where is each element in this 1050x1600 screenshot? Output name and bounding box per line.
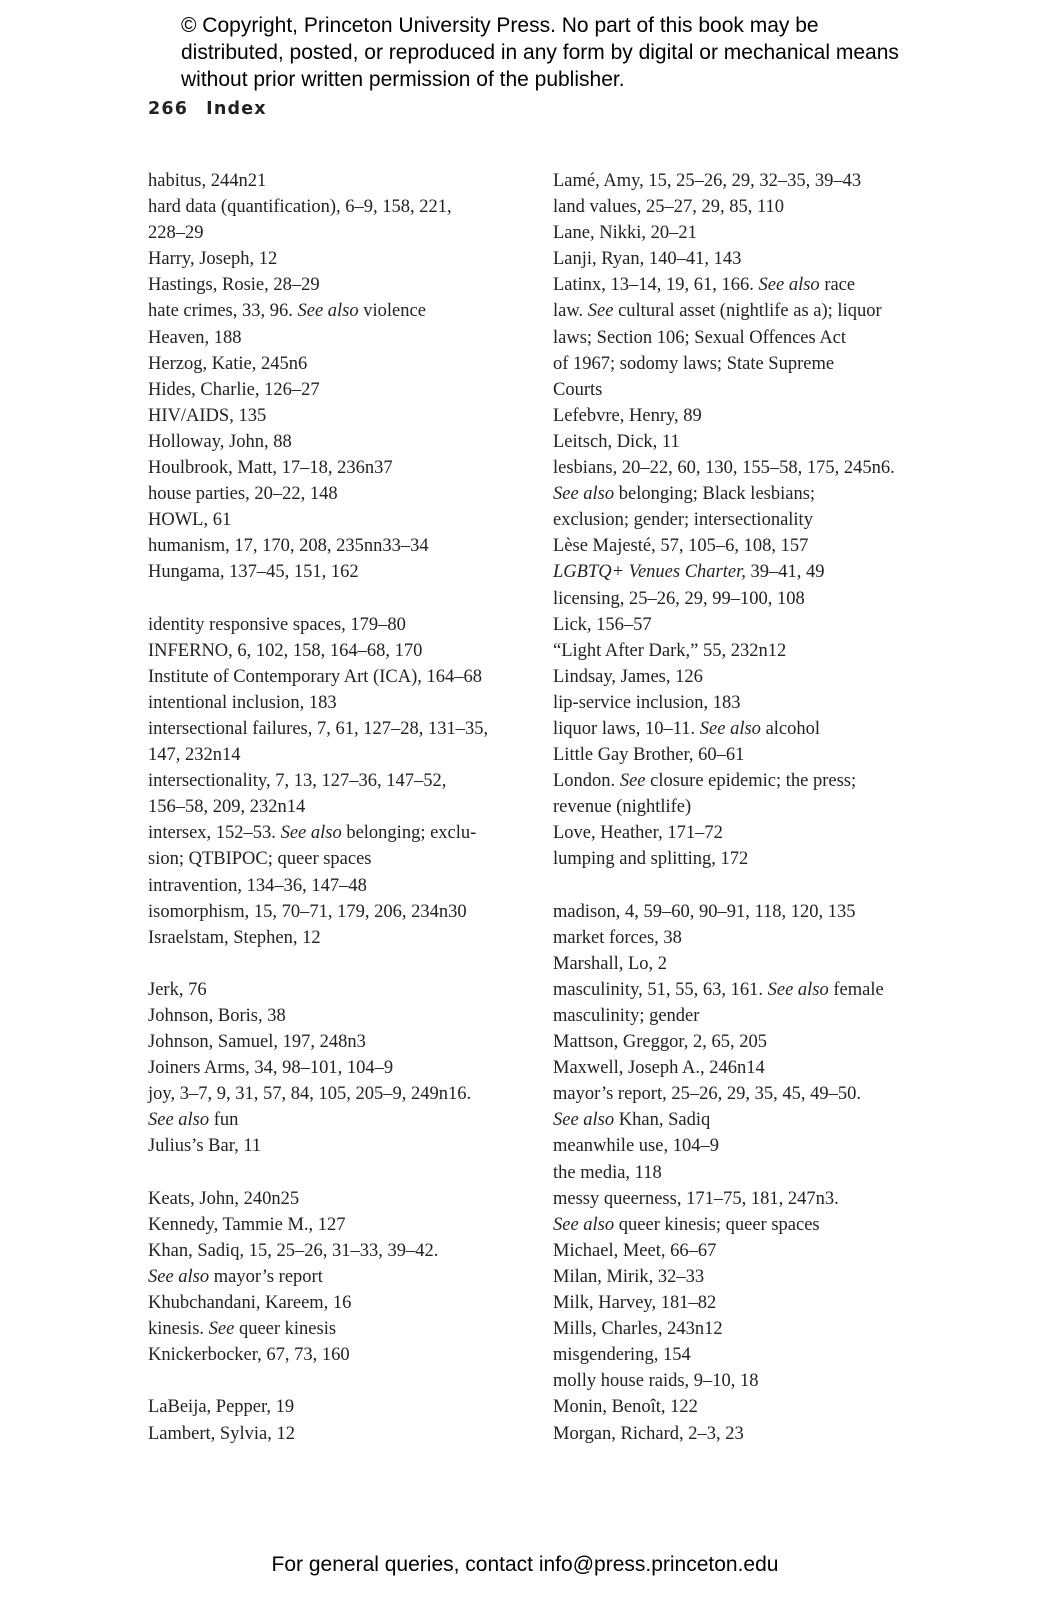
entry-text: Lindsay, James, 126 (553, 666, 703, 687)
index-entry-line (553, 1293, 716, 1313)
entry-text: intentional inclusion, 183 (148, 692, 337, 713)
index-entry (553, 220, 933, 246)
index-entry (553, 1081, 933, 1133)
index-entry-line (148, 1345, 350, 1365)
entry-text: Milk, Harvey, 181–82 (553, 1293, 717, 1314)
index-column-right (553, 168, 933, 1447)
index-entry (148, 1055, 518, 1081)
entry-text: isomorphism, 15, 70–71, 179, 206, 234n30 (148, 901, 467, 922)
cross-reference-label: See (619, 771, 646, 792)
index-entry (553, 1264, 933, 1290)
cross-reference-label: See also (767, 979, 829, 1000)
index-entry (553, 403, 933, 429)
entry-text: Maxwell, Joseph A., 246n14 (553, 1058, 765, 1079)
index-entry (148, 1186, 518, 1212)
index-entry (553, 298, 933, 402)
index-entry (148, 1394, 518, 1420)
entry-text: Johnson, Boris, 38 (148, 1006, 286, 1026)
index-entry-continuation (148, 794, 518, 820)
index-entry-line (553, 458, 895, 478)
index-entry (553, 1133, 933, 1159)
entry-text: sion; QTBIPOC; queer spaces (148, 849, 372, 870)
entry-text: 147, 232n14 (148, 745, 241, 766)
entry-text: licensing, 25–26, 29, 99–100, 108 (553, 588, 805, 609)
entry-text: Mills, Charles, 243n12 (553, 1319, 723, 1340)
index-entry-line (148, 876, 367, 896)
index-entry-line (553, 641, 786, 661)
index-entry-line (553, 197, 784, 217)
index-entry (553, 168, 933, 194)
index-entry (553, 925, 933, 951)
index-entry-continuation (148, 846, 518, 872)
entry-text: violence (358, 301, 426, 322)
index-entry-line (148, 301, 426, 321)
index-entry (553, 951, 933, 977)
index-entry-continuation (553, 794, 933, 820)
entry-text: cultural asset (nightlife as a); liquor (613, 301, 882, 322)
cross-reference-label: See (587, 301, 614, 322)
index-entry-line (148, 380, 320, 400)
index-entry-line (553, 406, 702, 426)
cross-reference-label: See also (699, 718, 761, 739)
index-entry-line (148, 1084, 471, 1104)
index-entry (148, 377, 518, 403)
entry-text: land values, 25–27, 29, 85, 110 (553, 197, 785, 218)
entry-text: lip-service inclusion, 183 (553, 692, 741, 713)
entry-text: Monin, Benoît, 122 (553, 1397, 698, 1418)
index-entry-line (553, 249, 741, 269)
index-entry-line (553, 615, 652, 635)
index-entry (148, 1421, 518, 1447)
entry-text: closure epidemic; the press; (645, 771, 857, 792)
entry-text: Hastings, Rosie, 28–29 (148, 275, 320, 296)
index-entry-line (553, 536, 808, 556)
index-entry (553, 664, 933, 690)
entry-text: Houlbrook, Matt, 17–18, 236n37 (148, 458, 393, 479)
index-entry (553, 1055, 933, 1081)
index-entry (553, 559, 933, 585)
entry-text: Kennedy, Tammie M., 127 (148, 1214, 346, 1235)
index-entry (148, 977, 518, 1003)
index-entry-line (553, 771, 856, 791)
index-entry-line (553, 432, 680, 452)
index-entry-continuation (553, 1107, 933, 1133)
index-entry-line (553, 1371, 759, 1391)
entry-text: Latinx, 13–14, 19, 61, 166. (553, 275, 759, 296)
entry-text: Harry, Joseph, 12 (148, 249, 278, 270)
index-entry-line (148, 1032, 366, 1052)
index-entry (148, 664, 518, 690)
index-entry-line (148, 354, 307, 374)
entry-text: Little Gay Brother, 60–61 (553, 745, 745, 766)
entry-text: race (819, 275, 856, 296)
index-entry-line (553, 902, 856, 922)
index-entry-line (148, 432, 292, 452)
index-entry-line (148, 693, 337, 713)
entry-text: Joiners Arms, 34, 98–101, 104–9 (148, 1058, 394, 1079)
entry-text: Hides, Charlie, 126–27 (148, 379, 320, 400)
cross-reference-label: See also (280, 823, 342, 844)
entry-text: hard data (quantification), 6–9, 158, 221, (148, 197, 452, 218)
index-entry (148, 690, 518, 716)
entry-text: HIV/AIDS, 135 (148, 405, 267, 426)
entry-text: joy, 3–7, 9, 31, 57, 84, 105, 205–9, 249n16. (148, 1084, 472, 1105)
entry-text: house parties, 20–22, 148 (148, 484, 338, 505)
entry-text: Love, Heather, 171–72 (553, 823, 723, 844)
entry-text: queer kinesis (234, 1319, 337, 1340)
page-number: 266 (148, 99, 189, 119)
entry-text: fun (209, 1110, 239, 1131)
entry-text: Knickerbocker, 67, 73, 160 (148, 1345, 350, 1366)
index-entry (553, 690, 933, 716)
entry-text: masculinity; gender (553, 1006, 700, 1026)
index-entry (148, 1316, 518, 1342)
index-entry (148, 1003, 518, 1029)
index-entry (553, 846, 933, 872)
index-entry (148, 194, 518, 246)
entry-text: habitus, 244n21 (148, 171, 267, 191)
entry-text: the media, 118 (553, 1162, 662, 1183)
copyright-notice: © Copyright, Princeton University Press. No part of this book may be distributed, posted, or reproduced in any form by digital or mechanical means without prior written permission of the publisher. (181, 14, 899, 91)
index-entry (148, 325, 518, 351)
index-entry-continuation (148, 220, 518, 246)
index-entry (148, 768, 518, 820)
index-entry-line (553, 275, 855, 295)
index-entry-line (148, 1189, 299, 1209)
entry-text: Marshall, Lo, 2 (553, 953, 668, 974)
index-entry (148, 820, 518, 872)
index-entry (553, 1316, 933, 1342)
index-entry (553, 742, 933, 768)
entry-text: Herzog, Katie, 245n6 (148, 353, 308, 374)
entry-text: belonging; exclu- (341, 823, 477, 844)
cross-reference-label: See also (297, 301, 359, 322)
index-entry-line (148, 615, 406, 635)
index-entry-line (553, 719, 820, 739)
entry-text: Lambert, Sylvia, 12 (148, 1423, 295, 1444)
index-entry (553, 1029, 933, 1055)
entry-text: Lane, Nikki, 20–21 (553, 223, 697, 244)
entry-text: Lick, 156–57 (553, 614, 652, 635)
letter-group-gap (553, 873, 933, 899)
index-entry-line (148, 902, 467, 922)
index-entry-line (148, 1136, 261, 1156)
index-entry-line (148, 771, 446, 791)
cross-reference-label: LGBTQ+ Venues Charter, (553, 562, 746, 583)
letter-group-gap (148, 1368, 518, 1394)
index-entry (553, 1342, 933, 1368)
index-entry (148, 168, 518, 194)
index-entry (553, 194, 933, 220)
index-entry-line (148, 406, 266, 426)
letter-group-gap (148, 586, 518, 612)
index-entry-line (148, 484, 338, 504)
entry-text: Johnson, Samuel, 197, 248n3 (148, 1032, 366, 1053)
index-entry-line (148, 1293, 351, 1313)
index-entry-line (148, 641, 422, 661)
index-entry (148, 638, 518, 664)
cross-reference-label: See also (553, 1214, 615, 1235)
entry-text: mayor’s report, 25–26, 29, 35, 45, 49–50. (553, 1084, 861, 1105)
index-entry (553, 429, 933, 455)
entry-text: “Light After Dark,” 55, 232n12 (553, 640, 787, 661)
index-entry-continuation (553, 481, 933, 507)
index-entry-line (148, 719, 488, 739)
index-entry-line (148, 1006, 286, 1026)
index-entry-line (148, 197, 452, 217)
index-entry (148, 1081, 518, 1133)
index-entry-line (148, 510, 231, 530)
index-entry-continuation (148, 742, 518, 768)
index-entry-line (553, 823, 723, 843)
entry-text: exclusion; gender; intersectionality (553, 510, 813, 531)
index-entry-line (553, 1136, 719, 1156)
entry-text: Hungama, 137–45, 151, 162 (148, 562, 359, 583)
index-entry-continuation (148, 1264, 518, 1290)
entry-text: lesbians, 20–22, 60, 130, 155–58, 175, 245n6. (553, 458, 895, 479)
index-entry-line (553, 1267, 704, 1287)
entry-text: belonging; Black lesbians; (614, 484, 816, 505)
entry-text: revenue (nightlife) (553, 797, 692, 818)
index-entry (148, 455, 518, 481)
entry-text: Mattson, Greggor, 2, 65, 205 (553, 1032, 768, 1053)
index-entry-line (148, 1319, 336, 1339)
index-entry-continuation (553, 351, 933, 377)
index-entry (148, 1212, 518, 1238)
index-entry-line (148, 328, 242, 348)
index-entry (148, 559, 518, 585)
index-entry (148, 507, 518, 533)
cross-reference-label: See also (148, 1110, 210, 1131)
index-entry-line (553, 562, 825, 582)
index-entry-continuation (553, 507, 933, 533)
index-entry (553, 1421, 933, 1447)
index-entry (148, 873, 518, 899)
index-entry (553, 1290, 933, 1316)
index-entry-line (148, 275, 320, 295)
section-title: Index (206, 99, 267, 119)
entry-text: masculinity, 51, 55, 63, 161. (553, 979, 768, 1000)
index-entry-line (553, 928, 682, 948)
index-entry-line (553, 1319, 723, 1339)
entry-text: intravention, 134–36, 147–48 (148, 875, 367, 896)
index-entry (553, 1238, 933, 1264)
entry-text: 156–58, 209, 232n14 (148, 797, 306, 818)
index-entry-line (553, 1032, 767, 1052)
cross-reference-label: See (208, 1319, 235, 1340)
index-entry-line (148, 458, 393, 478)
entry-text: alcohol (760, 718, 821, 739)
letter-group-gap (148, 951, 518, 977)
index-entry-continuation (553, 377, 933, 403)
index-entry-line (148, 171, 266, 191)
index-entry (553, 768, 933, 820)
index-column-left (148, 168, 518, 1447)
index-entry-line (553, 1424, 744, 1444)
cross-reference-label: See also (148, 1266, 210, 1287)
index-entry (553, 1160, 933, 1186)
index-entry (553, 638, 933, 664)
index-entry-line (553, 1084, 861, 1104)
index-entry-line (553, 1241, 716, 1261)
cross-reference-label: See also (758, 275, 820, 296)
index-entry-line (553, 980, 884, 1000)
entry-text: of 1967; sodomy laws; State Supreme (553, 353, 835, 374)
index-entry-line (553, 1163, 662, 1183)
index-entry-line (553, 223, 697, 243)
cross-reference-label: See also (553, 484, 615, 505)
index-entry-line (553, 693, 741, 713)
index-entry-line (148, 667, 482, 687)
index-entry (148, 1238, 518, 1290)
index-entry-line (148, 1058, 393, 1078)
running-head (148, 99, 267, 119)
index-entry-line (148, 1241, 438, 1261)
index-entry (148, 1133, 518, 1159)
entry-text: Keats, John, 240n25 (148, 1188, 300, 1209)
index-entry-line (148, 562, 359, 582)
entry-text: Leitsch, Dick, 11 (553, 431, 680, 452)
entry-text: intersectional failures, 7, 61, 127–28, 131–35, (148, 718, 489, 739)
entry-text: laws; Section 106; Sexual Offences Act (553, 327, 847, 348)
index-entry (553, 899, 933, 925)
entry-text: LaBeija, Pepper, 19 (148, 1397, 295, 1418)
index-entry (553, 455, 933, 533)
index-entry-continuation (553, 1212, 933, 1238)
index-entry-line (553, 954, 667, 974)
index-entry (148, 429, 518, 455)
entry-text: market forces, 38 (553, 927, 682, 948)
entry-text: Michael, Meet, 66–67 (553, 1240, 717, 1261)
index-entry (553, 586, 933, 612)
entry-text: Khubchandani, Kareem, 16 (148, 1293, 352, 1314)
entry-text: kinesis. (148, 1319, 209, 1340)
index-entry-line (148, 1424, 295, 1444)
index-entry-continuation (553, 1003, 933, 1029)
index-entry (148, 403, 518, 429)
entry-text: Khan, Sadiq (614, 1110, 711, 1131)
entry-text: intersex, 152–53. (148, 823, 281, 844)
index-entry (553, 246, 933, 272)
index-entry-line (148, 823, 476, 843)
entry-text: law. (553, 301, 588, 322)
entry-text: intersectionality, 7, 13, 127–36, 147–52, (148, 771, 447, 792)
index-entry (148, 925, 518, 951)
index-entry (148, 246, 518, 272)
letter-group-gap (148, 1160, 518, 1186)
entry-text: Israelstam, Stephen, 12 (148, 927, 321, 948)
index-entry-line (148, 1397, 294, 1417)
entry-text: misgendering, 154 (553, 1345, 691, 1366)
entry-text: Morgan, Richard, 2–3, 23 (553, 1423, 744, 1444)
entry-text: identity responsive spaces, 179–80 (148, 614, 406, 635)
entry-text: hate crimes, 33, 96. (148, 301, 298, 322)
entry-text: Julius’s Bar, 11 (148, 1136, 262, 1157)
index-entry (553, 716, 933, 742)
entry-text: molly house raids, 9–10, 18 (553, 1371, 759, 1392)
index-entry-line (553, 1345, 691, 1365)
index-entry-line (553, 1397, 698, 1417)
entry-text: Lèse Majesté, 57, 105–6, 108, 157 (553, 536, 809, 557)
entry-text: Heaven, 188 (148, 327, 242, 348)
index-entry (148, 612, 518, 638)
index-entry (148, 272, 518, 298)
index-entry (553, 533, 933, 559)
entry-text: HOWL, 61 (148, 510, 232, 531)
entry-text: Holloway, John, 88 (148, 431, 292, 452)
index-entry (148, 1342, 518, 1368)
entry-text: INFERNO, 6, 102, 158, 164–68, 170 (148, 640, 423, 661)
entry-text: Institute of Contemporary Art (ICA), 164–68 (148, 666, 482, 687)
index-entry (148, 351, 518, 377)
index-entry (148, 899, 518, 925)
index-entry-line (148, 249, 277, 269)
index-entry (148, 716, 518, 768)
index-entry-line (553, 667, 703, 687)
index-entry-line (148, 1215, 346, 1235)
index-entry-line (553, 1058, 765, 1078)
index-entry (148, 298, 518, 324)
index-entry (553, 272, 933, 298)
cross-reference-label: See also (553, 1110, 615, 1131)
index-entry (553, 1186, 933, 1238)
entry-text: Jerk, 76 (148, 979, 207, 1000)
entry-text: Lanji, Ryan, 140–41, 143 (553, 249, 742, 270)
index-entry (148, 481, 518, 507)
index-entry (553, 977, 933, 1029)
entry-text: female (828, 979, 884, 1000)
index-entry (553, 1368, 933, 1394)
index-entry-line (553, 745, 744, 765)
index-entry-line (553, 301, 882, 321)
entry-text: Courts (553, 379, 603, 400)
index-entry-line (553, 171, 861, 191)
index-entry (553, 1394, 933, 1420)
index-entry-line (148, 980, 207, 1000)
index-entry-line (148, 536, 429, 556)
index-entry (553, 820, 933, 846)
entry-text: 39–41, 49 (745, 562, 825, 583)
entry-text: humanism, 17, 170, 208, 235nn33–34 (148, 536, 429, 557)
entry-text: Lefebvre, Henry, 89 (553, 405, 702, 426)
entry-text: queer kinesis; queer spaces (614, 1214, 820, 1235)
index-entry (148, 1290, 518, 1316)
entry-text: madison, 4, 59–60, 90–91, 118, 120, 135 (553, 901, 856, 922)
index-entry-line (553, 1189, 839, 1209)
entry-text: meanwhile use, 104–9 (553, 1136, 719, 1157)
entry-text: liquor laws, 10–11. (553, 718, 700, 739)
index-entry (148, 533, 518, 559)
footer-contact: For general queries, contact info@press.princeton.edu (271, 1553, 779, 1576)
entry-text: 228–29 (148, 223, 204, 244)
entry-text: messy queerness, 171–75, 181, 247n3. (553, 1188, 839, 1209)
index-entry-line (553, 849, 748, 869)
entry-text: lumping and splitting, 172 (553, 849, 749, 870)
entry-text: mayor’s report (209, 1266, 323, 1287)
index-entry-continuation (148, 1107, 518, 1133)
index-entry-line (553, 589, 805, 609)
index-entry (148, 1029, 518, 1055)
index-entry (553, 612, 933, 638)
entry-text: Khan, Sadiq, 15, 25–26, 31–33, 39–42. (148, 1240, 439, 1261)
index-entry-line (148, 928, 321, 948)
index-entry-continuation (553, 325, 933, 351)
entry-text: Milan, Mirik, 32–33 (553, 1266, 705, 1287)
entry-text: Lamé, Amy, 15, 25–26, 29, 32–35, 39–43 (553, 171, 862, 191)
entry-text: London. (553, 771, 620, 792)
